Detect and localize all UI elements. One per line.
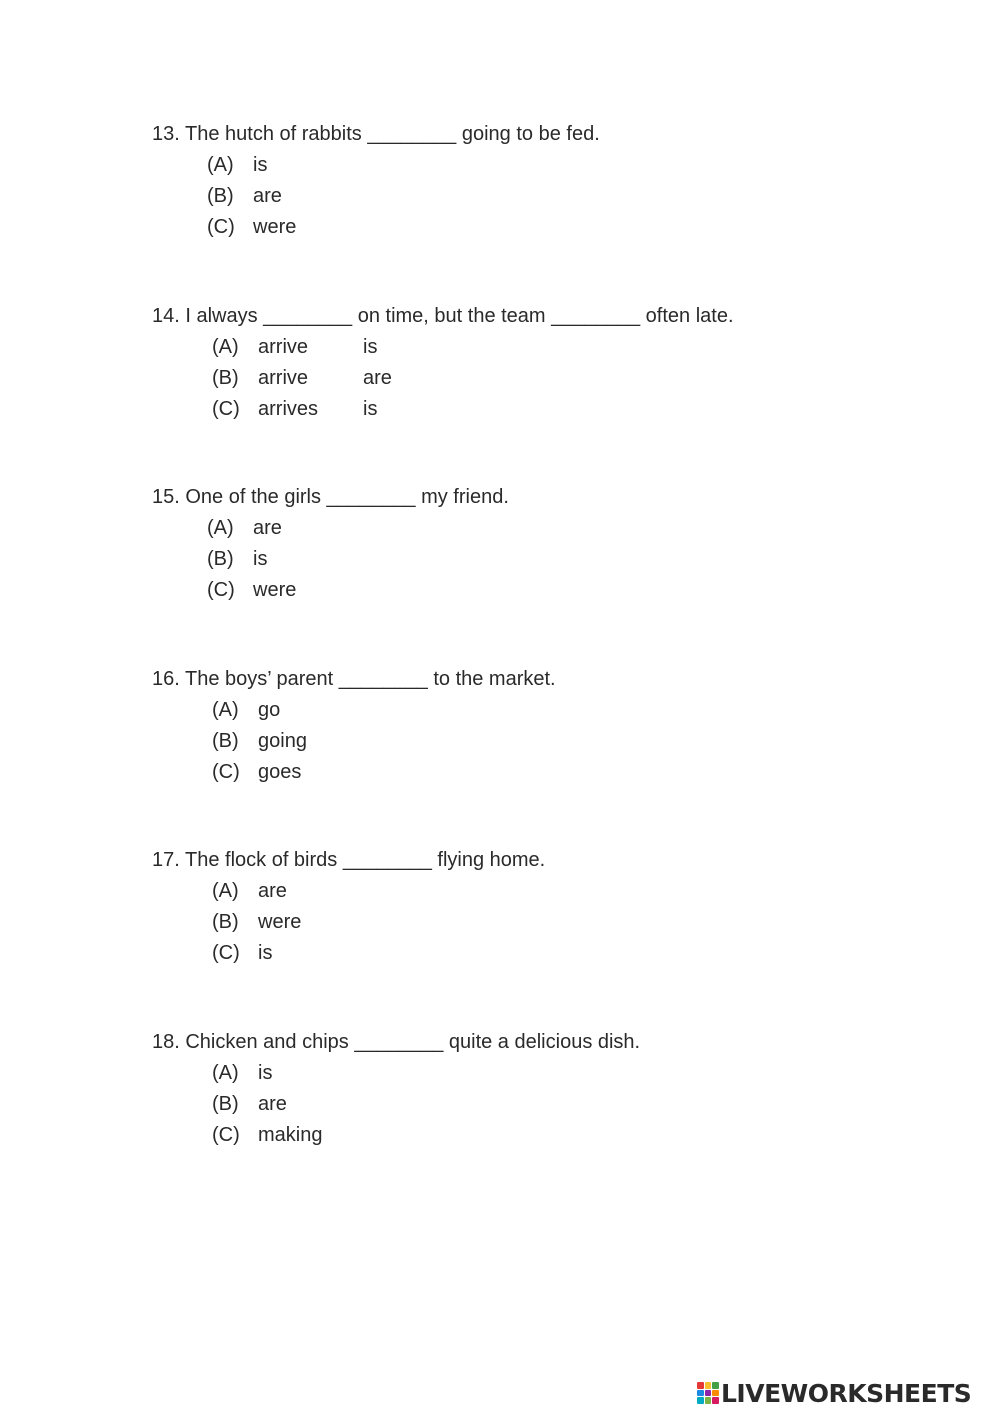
logo-grid-cell — [697, 1397, 704, 1404]
option-text-first: arrive — [258, 336, 309, 358]
option-text: making — [258, 1124, 323, 1146]
question-stem: 18. Chicken and chips ________ quite a delicious dish. — [152, 1031, 641, 1053]
option-letter: (C) — [212, 398, 240, 420]
question-stem: 17. The flock of birds ________ flying home. — [152, 849, 546, 871]
option-text-second: is — [363, 398, 378, 420]
liveworksheets-logo — [697, 1376, 971, 1410]
option-letter: (B) — [212, 367, 239, 389]
option-letter: (B) — [207, 548, 234, 570]
option-text-second: is — [363, 336, 378, 358]
option-letter: (B) — [212, 1093, 239, 1115]
logo-grid-cell — [697, 1390, 704, 1397]
logo-grid-cell — [712, 1382, 719, 1389]
option-text-first: arrives — [258, 398, 319, 420]
logo-grid-cell — [705, 1390, 712, 1397]
logo-grid-cell — [705, 1397, 712, 1404]
option-text: is — [258, 942, 273, 964]
option-letter: (A) — [207, 154, 234, 176]
logo-grid-cell — [712, 1390, 719, 1397]
question-stem: 16. The boys’ parent ________ to the market. — [152, 668, 556, 690]
option-text: goes — [258, 761, 302, 783]
option-text: go — [258, 699, 281, 721]
option-letter: (A) — [212, 336, 239, 358]
question-stem: 13. The hutch of rabbits ________ going to be fed. — [152, 123, 600, 145]
option-text: is — [258, 1062, 273, 1084]
option-letter: (A) — [212, 699, 239, 721]
option-text: were — [253, 579, 297, 601]
logo-grid-cell — [697, 1382, 704, 1389]
option-text: are — [253, 185, 282, 207]
option-text: were — [258, 911, 302, 933]
logo-grid-cell — [705, 1382, 712, 1389]
option-letter: (B) — [212, 730, 239, 752]
option-letter: (C) — [212, 761, 240, 783]
option-letter: (C) — [207, 216, 235, 238]
option-text: going — [258, 730, 307, 752]
option-letter: (B) — [212, 911, 239, 933]
option-text: are — [253, 517, 282, 539]
option-letter: (C) — [212, 942, 240, 964]
option-letter: (A) — [207, 517, 234, 539]
option-letter: (A) — [212, 1062, 239, 1084]
liveworksheets-grid-icon — [697, 1382, 719, 1404]
logo-text: LIVEWORKSHEETS — [721, 1378, 972, 1408]
option-text: is — [253, 548, 268, 570]
option-letter: (B) — [207, 185, 234, 207]
question-stem: 14. I always ________ on time, but the team ________ often late. — [152, 305, 734, 327]
option-text-first: arrive — [258, 367, 309, 389]
logo-grid-cell — [712, 1397, 719, 1404]
option-text: are — [258, 880, 287, 902]
option-letter: (C) — [207, 579, 235, 601]
option-text-second: are — [363, 367, 392, 389]
question-stem: 15. One of the girls ________ my friend. — [152, 486, 509, 508]
option-text: were — [253, 216, 297, 238]
option-letter: (C) — [212, 1124, 240, 1146]
option-letter: (A) — [212, 880, 239, 902]
option-text: is — [253, 154, 268, 176]
option-text: are — [258, 1093, 287, 1115]
